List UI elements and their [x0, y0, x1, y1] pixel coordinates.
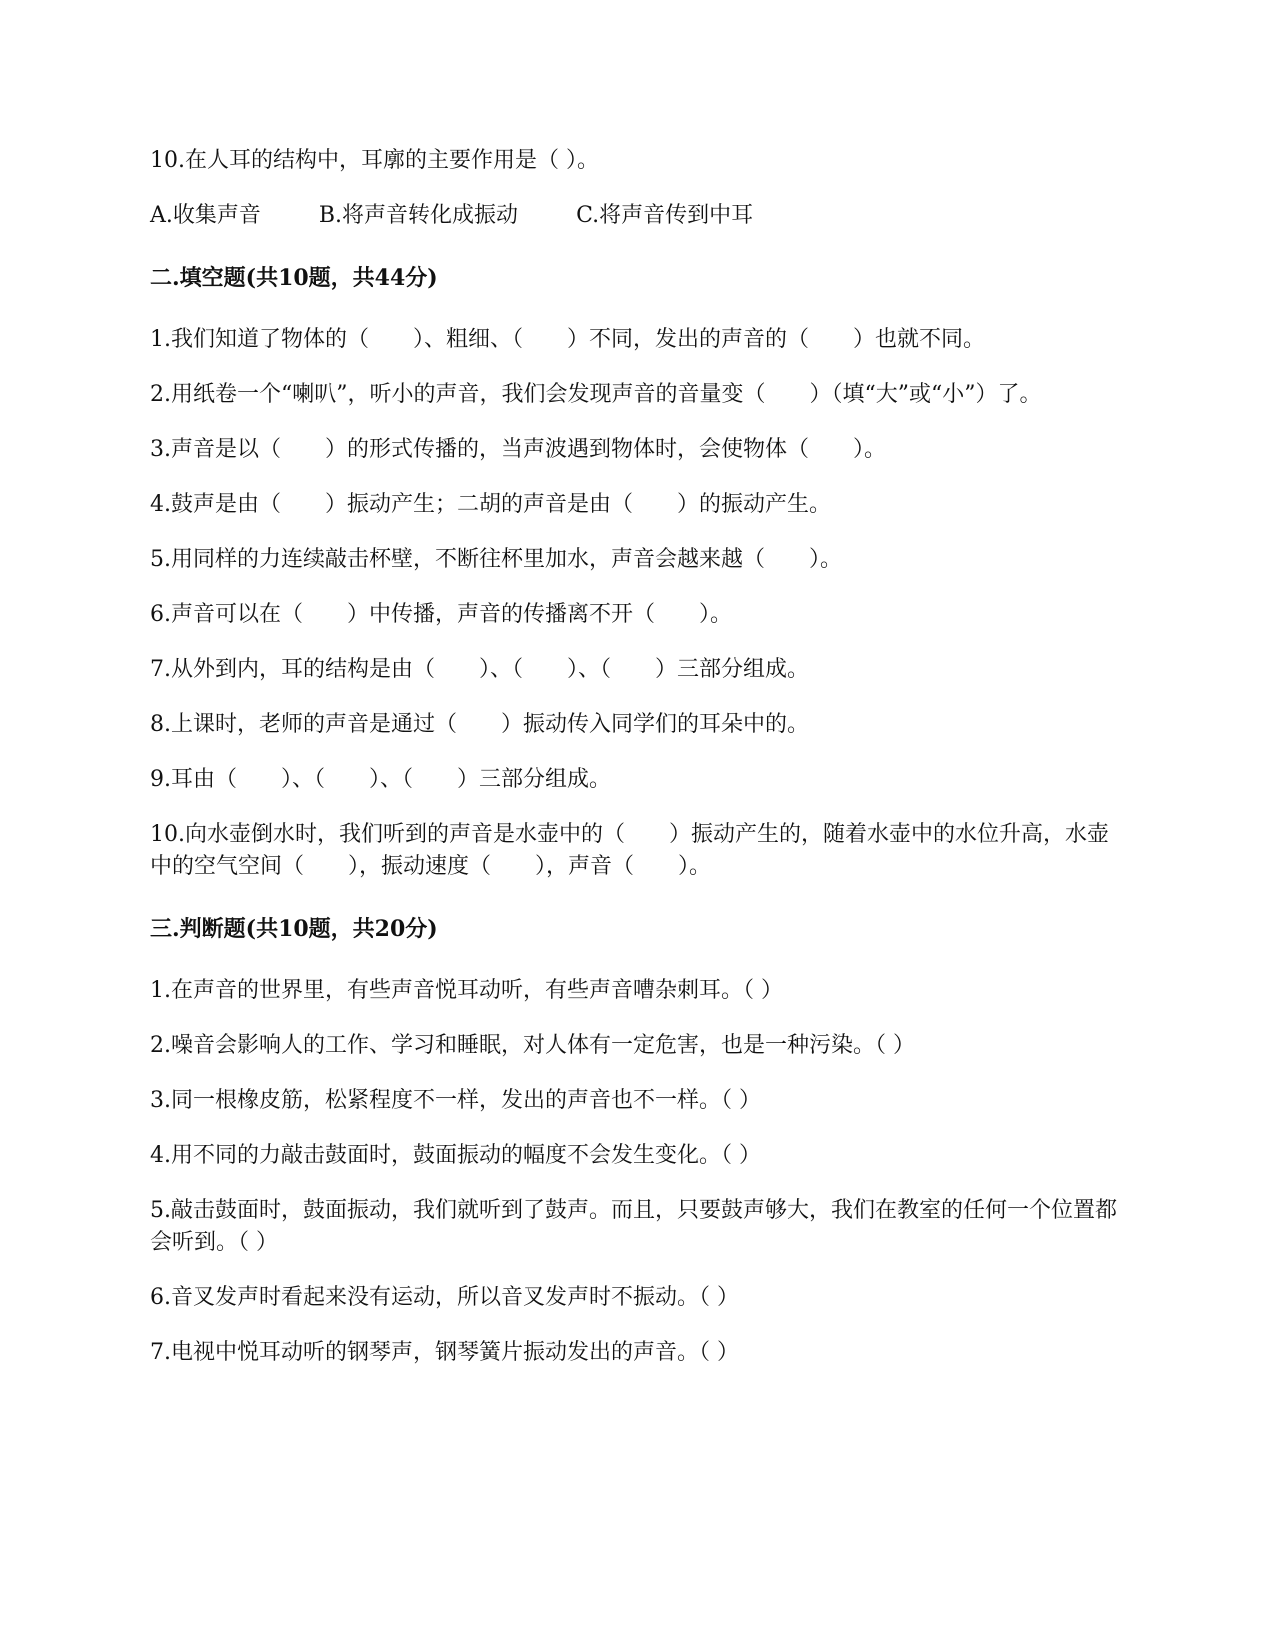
option-a: A.收集声音: [150, 203, 261, 228]
question-item: 3.声音是以（ ）的形式传播的，当声波遇到物体时，会使物体（ ）。: [150, 437, 886, 462]
question-item: 5.用同样的力连续敲击杯壁，不断往杯里加水，声音会越来越（ ）。: [150, 547, 842, 572]
question-item: 4.用不同的力敲击鼓面时，鼓面振动的幅度不会发生变化。（ ）: [150, 1143, 761, 1168]
question-item: 5.敲击鼓面时，鼓面振动，我们就听到了鼓声。而且，只要鼓声够大，我们在教室的任何一个位置都会听到。（ ）: [150, 1198, 1117, 1255]
true-false-section: [150, 913, 1125, 1369]
section-heading: 三.判断题(共10题，共20分): [150, 916, 438, 942]
section-heading: 二.填空题(共10题，共44分): [150, 265, 438, 291]
question-item: 6.声音可以在（ ）中传播，声音的传播离不开（ ）。: [150, 602, 732, 627]
question-item: 7.从外到内，耳的结构是由（ ）、（ ）、（ ）三部分组成。: [150, 657, 809, 682]
question-item: 3.同一根橡皮筋，松紧程度不一样，发出的声音也不一样。（ ）: [150, 1088, 761, 1113]
question-item: 4.鼓声是由（ ）振动产生；二胡的声音是由（ ）的振动产生。: [150, 492, 831, 517]
question-item: 7.电视中悦耳动听的钢琴声，钢琴簧片振动发出的声音。（ ）: [150, 1340, 739, 1365]
top-question-block: [150, 145, 1125, 232]
question-item: 6.音叉发声时看起来没有运动，所以音叉发声时不振动。（ ）: [150, 1285, 739, 1310]
question-item: 2.噪音会影响人的工作、学习和睡眠，对人体有一定危害，也是一种污染。（ ）: [150, 1033, 915, 1058]
question-item: 10.向水壶倒水时，我们听到的声音是水壶中的（ ）振动产生的，随着水壶中的水位升高，水壶中的空气空间（ ），振动速度（ ），声音（ ）。: [150, 822, 1109, 879]
question-text: 10.在人耳的结构中，耳廓的主要作用是（ ）。: [150, 148, 599, 173]
option-c: C.将声音传到中耳: [576, 203, 754, 228]
option-b: B.将声音转化成振动: [318, 203, 519, 228]
question-item: 8.上课时，老师的声音是通过（ ）振动传入同学们的耳朵中的。: [150, 712, 809, 737]
question-item: 2.用纸卷一个“喇叭”，听小的声音，我们会发现声音的音量变（ ）（填“大”或“小”）了。: [150, 382, 1042, 407]
option-list: [150, 200, 1125, 232]
fill-in-section: [150, 262, 1125, 883]
question-item: 1.我们知道了物体的（ ）、粗细、（ ）不同，发出的声音的（ ）也就不同。: [150, 327, 985, 352]
question-item: 9.耳由（ ）、（ ）、（ ）三部分组成。: [150, 767, 611, 792]
question-item: 1.在声音的世界里，有些声音悦耳动听，有些声音嘈杂刺耳。（ ）: [150, 978, 783, 1003]
